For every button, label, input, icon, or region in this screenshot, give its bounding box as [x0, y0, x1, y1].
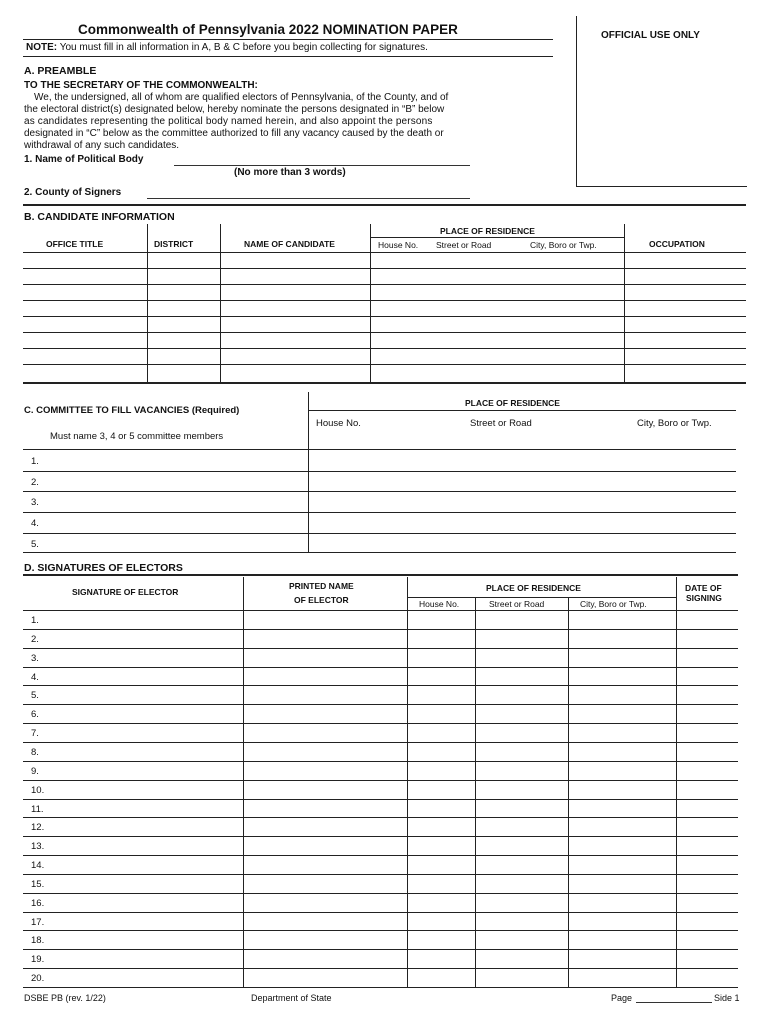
signature-row-number: 9. [31, 765, 39, 777]
preamble-line-2: the electoral district(s) designated below, hereby nominate the persons designated in “B” below [24, 104, 445, 115]
note [26, 42, 428, 53]
note-text: You must fill in all information in A, B & C before you begin collecting for signatures. [59, 42, 428, 53]
county-field[interactable] [147, 198, 470, 199]
signature-row-line [23, 836, 738, 837]
signature-row-number: 2. [31, 633, 39, 645]
col-date-2: SIGNING [686, 593, 722, 603]
col-place-of-residence: PLACE OF RESIDENCE [440, 226, 535, 236]
col-district: DISTRICT [154, 239, 194, 249]
words-note: (No more than 3 words) [234, 167, 346, 178]
signature-row-line [23, 874, 738, 875]
signature-row-number: 19. [31, 954, 45, 966]
note-label: NOTE: [26, 42, 58, 53]
political-body-field[interactable] [174, 165, 470, 166]
signature-row-line [23, 799, 738, 800]
addressee: TO THE SECRETARY OF THE COMMONWEALTH: [24, 80, 258, 91]
signature-row-line [23, 704, 738, 705]
official-use-label: OFFICIAL USE ONLY [601, 30, 700, 41]
signature-row-line [23, 648, 738, 649]
signature-row-number: 18. [31, 935, 45, 947]
col-d-city: City, Boro or Twp. [580, 599, 647, 609]
col-signature: SIGNATURE OF ELECTOR [72, 587, 179, 597]
signature-row-line [23, 780, 738, 781]
col-date-1: DATE OF [685, 583, 722, 593]
signature-row-line [23, 949, 738, 950]
signature-row-number: 7. [31, 728, 39, 740]
signature-row-number: 14. [31, 860, 45, 872]
col-occupation: OCCUPATION [649, 239, 705, 249]
committee-row-5: 5. [31, 539, 39, 550]
form-title: Commonwealth of Pennsylvania 2022 NOMINATION PAPER [78, 22, 458, 37]
col-c-city: City, Boro or Twp. [637, 418, 712, 429]
signature-row-number: 12. [31, 822, 45, 834]
title-rule [23, 39, 553, 40]
signature-row-line [23, 817, 738, 818]
col-printed-2: OF ELECTOR [294, 595, 349, 605]
signature-row-line [23, 667, 738, 668]
col-d-street: Street or Road [489, 599, 545, 609]
signature-row-number: 17. [31, 916, 45, 928]
signature-row-number: 1. [31, 615, 39, 626]
signature-row-line [23, 742, 738, 743]
col-d-house: House No. [419, 599, 460, 609]
page-label: Page [611, 993, 633, 1003]
county-label: 2. County of Signers [24, 187, 122, 198]
signature-row-line [23, 968, 738, 969]
signature-row-number: 5. [31, 690, 39, 702]
col-printed-1: PRINTED NAME [289, 581, 354, 591]
signatures-table [23, 577, 738, 988]
signature-row-line [23, 893, 738, 894]
signature-row-number: 3. [31, 652, 39, 664]
note-rule [23, 56, 553, 57]
committee-divider [308, 392, 309, 552]
committee-row-2: 2. [31, 477, 39, 488]
signature-row-line [23, 761, 738, 762]
col-office-title: OFFICE TITLE [46, 239, 104, 249]
col-candidate-name: NAME OF CANDIDATE [244, 239, 335, 249]
political-body-label: 1. Name of Political Body [24, 154, 144, 165]
section-d-heading: D. SIGNATURES OF ELECTORS [24, 562, 183, 574]
side-label: Side 1 [714, 993, 740, 1003]
section-a-heading: A. PREAMBLE [24, 65, 97, 77]
signature-row-number: 15. [31, 878, 45, 890]
col-c-street: Street or Road [470, 418, 532, 429]
col-d-residence: PLACE OF RESIDENCE [486, 583, 581, 593]
section-b-heading: B. CANDIDATE INFORMATION [24, 211, 175, 223]
signature-row-number: 11. [31, 803, 44, 815]
col-c-house: House No. [316, 418, 361, 429]
official-use-box [576, 16, 747, 187]
signature-row-number: 13. [31, 841, 45, 853]
signature-row-line [23, 912, 738, 913]
signature-row-number: 6. [31, 709, 39, 721]
committee-row-3: 3. [31, 497, 39, 508]
signature-row-line [23, 629, 738, 630]
col-c-residence: PLACE OF RESIDENCE [465, 398, 560, 408]
committee-row-4: 4. [31, 518, 39, 529]
must-name-note: Must name 3, 4 or 5 committee members [50, 431, 224, 442]
signature-row-number: 20. [31, 973, 45, 985]
signature-row-number: 4. [31, 671, 39, 683]
preamble-line-4: designated in “C” below as the committee authorized to fill any vacancy caused by the death or [24, 128, 444, 139]
signature-row-number: 8. [31, 746, 39, 758]
section-c-heading: C. COMMITTEE TO FILL VACANCIES (Required) [24, 405, 240, 416]
signature-row-line [23, 685, 738, 686]
signature-row-number: 16. [31, 897, 45, 909]
section-b-rule [23, 204, 746, 206]
signature-row-line [23, 723, 738, 724]
col-house-no: House No. [378, 240, 419, 250]
department: Department of State [251, 993, 332, 1003]
signature-row-line [23, 855, 738, 856]
committee-row-1: 1. [31, 456, 39, 467]
signature-row-number: 10. [31, 784, 45, 796]
preamble-line-5: withdrawal of any such candidates. [24, 140, 180, 151]
preamble-line-3: as candidates representing the political body named herein, and also appoint the persons [24, 116, 433, 127]
col-city: City, Boro or Twp. [530, 240, 597, 250]
preamble-line-1: We, the undersigned, all of whom are qualified electors of Pennsylvania, of the County, and of [34, 92, 449, 103]
signature-row-line [23, 930, 738, 931]
form-id: DSBE PB (rev. 1/22) [24, 993, 106, 1003]
page-number-field[interactable] [636, 1002, 712, 1003]
col-street: Street or Road [436, 240, 492, 250]
